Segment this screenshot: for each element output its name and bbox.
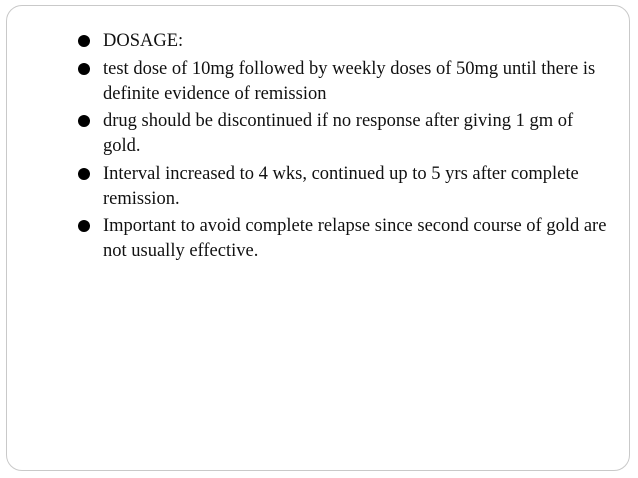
bullet-item-dosage <box>78 29 608 54</box>
bullet-item-test-dose <box>78 57 608 107</box>
bullet-text: DOSAGE: <box>103 31 184 51</box>
bullet-text: drug should be discontinued if no response after giving 1 gm of gold. <box>103 111 574 156</box>
bullet-dot-icon <box>78 220 90 232</box>
bullet-text: Important to avoid complete relapse since second course of gold are not usually effective. <box>103 216 607 261</box>
bullet-text: test dose of 10mg followed by weekly doses of 50mg until there is definite evidence of remission <box>103 58 596 104</box>
bullet-item-interval <box>78 162 608 212</box>
bullet-list <box>78 29 608 267</box>
bullet-dot-icon <box>78 35 90 47</box>
bullet-dot-icon <box>78 63 90 75</box>
bullet-item-discontinue <box>78 109 608 159</box>
bullet-item-relapse <box>78 214 608 264</box>
bullet-dot-icon <box>78 115 90 127</box>
bullet-text: Interval increased to 4 wks, continued up to 5 yrs after complete remission. <box>103 163 579 209</box>
bullet-dot-icon <box>78 168 90 180</box>
